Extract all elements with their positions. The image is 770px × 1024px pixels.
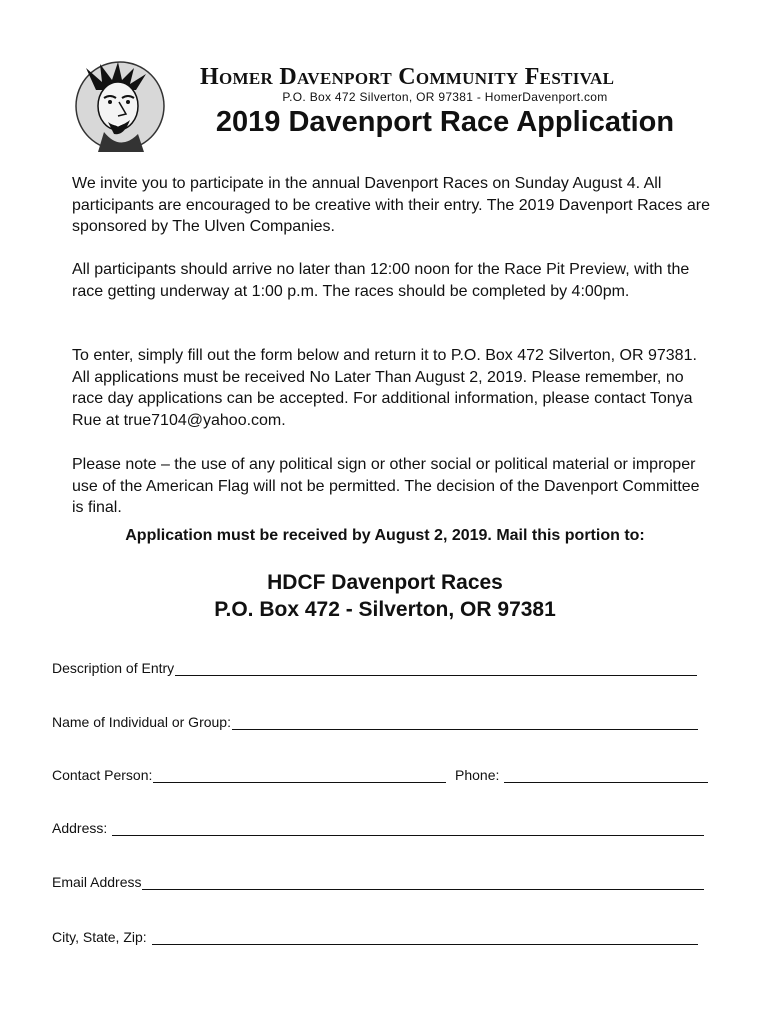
mail-recipient-name: HDCF Davenport Races [267, 571, 503, 594]
city-state-zip-label: City, State, Zip: [52, 929, 147, 945]
city-state-zip-line[interactable] [152, 929, 698, 945]
arrival-paragraph: All participants should arrive no later than 12:00 noon for the Race Pit Preview, with the race getting underway at 1:00 p.m. The races should be completed by 4:00pm. [72, 261, 690, 300]
phone-field[interactable] [455, 767, 708, 783]
entry-instructions-paragraph: To enter, simply fill out the form below and return it to P.O. Box 472 Silverton, OR 97381. All applications must be received No Later Than August 2, 2019. Please remember, no race day applications can be accepted. For additional information, please contact Tonya Rue at true7104@yahoo.com. [72, 347, 697, 429]
policy-note-paragraph: Please note – the use of any political sign or other social or political material or improper use of the American Flag will not be permitted. The decision of the Davenport Committee is final. [72, 456, 700, 516]
name-field[interactable] [52, 714, 698, 730]
description-field[interactable] [52, 660, 697, 676]
name-line[interactable] [232, 714, 698, 730]
intro-paragraph: We invite you to participate in the annual Davenport Races on Sunday August 4. All participants are encouraged to be creative with their entry. The 2019 Davenport Races are sponsored by The Ulven Companies. [72, 175, 710, 235]
contact-person-field[interactable] [52, 767, 446, 783]
contact-person-label: Contact Person: [52, 767, 153, 783]
name-label: Name of Individual or Group: [52, 714, 231, 730]
city-state-zip-field[interactable] [52, 929, 698, 945]
address-line[interactable] [112, 820, 704, 836]
caricature-logo [74, 60, 166, 152]
description-line[interactable] [175, 660, 697, 676]
email-line[interactable] [142, 874, 704, 890]
page-title: 2019 Davenport Race Application [215, 106, 675, 138]
phone-label: Phone: [455, 767, 500, 783]
address-label: Address: [52, 820, 108, 836]
email-field[interactable] [52, 874, 704, 890]
description-label: Description of Entry [52, 660, 175, 676]
mail-deadline-note: Application must be received by August 2, 2019. Mail this portion to: [125, 527, 645, 544]
phone-line[interactable] [504, 767, 708, 783]
festival-address: P.O. Box 472 Silverton, OR 97381 - HomerDavenport.com [282, 90, 608, 104]
contact-person-line[interactable] [153, 767, 446, 783]
email-label: Email Address [52, 874, 142, 890]
address-field[interactable] [52, 820, 704, 836]
festival-name: Homer Davenport Community Festival [200, 64, 615, 90]
mail-recipient-address: P.O. Box 472 - Silverton, OR 97381 [214, 598, 556, 621]
